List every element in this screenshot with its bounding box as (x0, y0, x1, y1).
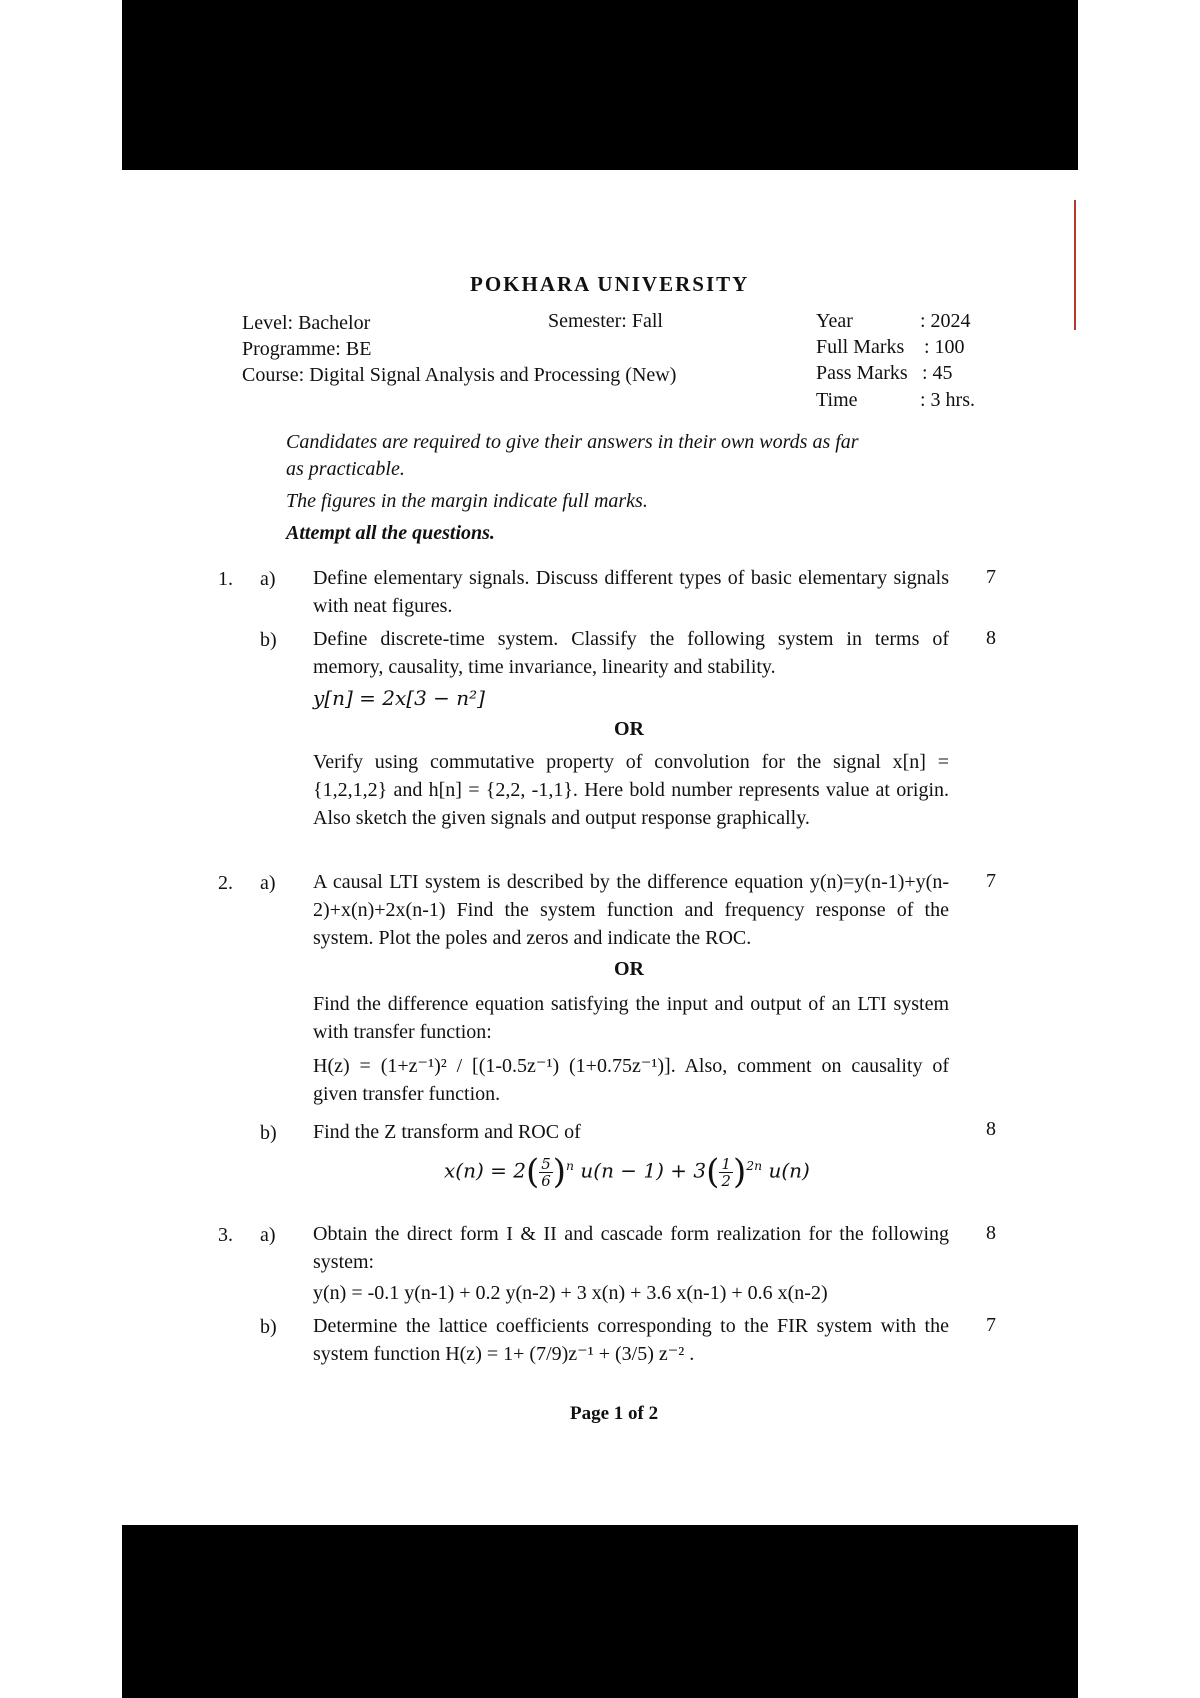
question-2a-alternative-1: Find the difference equation satisfying the input and output of an LTI system with transfer function: (313, 993, 949, 1043)
question-3b-marks: 7 (986, 1314, 996, 1336)
paren-close-2: ) (732, 1152, 747, 1192)
instruction-line-3: The figures in the margin indicate full marks. (286, 490, 648, 512)
formula-middle: u(n − 1) + 3 (574, 1158, 707, 1183)
question-3a-label: a) (260, 1224, 276, 1246)
paren-open-2: ( (706, 1152, 720, 1192)
question-2b-marks: 8 (986, 1118, 996, 1140)
question-3a-formula: y(n) = -0.1 y(n-1) + 0.2 y(n-2) + 3 x(n) + 3.6 x(n-1) + 0.6 x(n-2) (313, 1282, 828, 1304)
question-1b-formula: y[n] = 2x[3 − n²] (313, 686, 485, 710)
fraction-1-numerator: 5 (541, 1154, 551, 1173)
pass-marks-label: Pass Marks (816, 362, 908, 384)
year-value: : 2024 (920, 310, 971, 332)
question-1a-marks: 7 (986, 566, 996, 588)
question-2b-text: Find the Z transform and ROC of (313, 1121, 581, 1143)
question-3a-text: Obtain the direct form I & II and cascade form realization for the following system: (313, 1223, 949, 1273)
fraction-2-numerator: 1 (721, 1154, 731, 1173)
question-2a-marks: 7 (986, 870, 996, 892)
question-1b-marks: 8 (986, 627, 996, 649)
question-1-number: 1. (218, 568, 233, 590)
level: Level: Bachelor (242, 312, 371, 334)
question-1b-alternative: Verify using commutative property of convolution for the signal x[n] = {1,2,1,2} and h[n] = {2,2, -1,1}. Here bold number represents value at origin. Also sketch the given signals and output response graphically. (313, 751, 949, 829)
or-separator-1: OR (614, 718, 644, 740)
outer-margin-left (0, 0, 122, 1698)
exponent-1: n (566, 1157, 575, 1173)
or-separator-2: OR (614, 958, 644, 980)
edge-mark (1074, 200, 1076, 330)
question-2a-text: A causal LTI system is described by the difference equation y(n)=y(n-1)+y(n-2)+x(n)+2x(n-1) Find the system function and frequency response of the system. Plot the poles and zeros and indicate the ROC. (313, 871, 949, 949)
fraction-1-denominator: 6 (541, 1171, 551, 1190)
formula-lhs: x(n) = 2 (444, 1158, 526, 1183)
course: Course: Digital Signal Analysis and Processing (New) (242, 364, 677, 386)
bottom-black-bar (122, 1525, 1078, 1698)
outer-margin-right (1078, 0, 1200, 1698)
question-2a-label: a) (260, 872, 276, 894)
exponent-2: 2n (746, 1157, 763, 1173)
time-label: Time (816, 389, 858, 411)
paren-close-1: ) (552, 1152, 567, 1192)
fraction-2-denominator: 2 (721, 1171, 731, 1190)
question-2b-formula (444, 1152, 810, 1192)
instruction-line-2: as practicable. (286, 458, 405, 480)
fraction-1 (539, 1156, 553, 1189)
year-label: Year (816, 310, 853, 332)
programme: Programme: BE (242, 338, 372, 360)
full-marks-label: Full Marks (816, 336, 905, 358)
question-3b-label: b) (260, 1316, 277, 1338)
question-3-number: 3. (218, 1224, 233, 1246)
semester: Semester: Fall (548, 310, 663, 332)
university-title: POKHARA UNIVERSITY (470, 272, 750, 296)
instruction-line-4: Attempt all the questions. (286, 522, 495, 544)
time-value: : 3 hrs. (920, 389, 975, 411)
question-2b-label: b) (260, 1122, 277, 1144)
page-number: Page 1 of 2 (570, 1403, 659, 1424)
question-1b-label: b) (260, 629, 277, 651)
paren-open-1: ( (525, 1152, 540, 1192)
question-1a-label: a) (260, 568, 276, 590)
instruction-line-1: Candidates are required to give their answers in their own words as far (286, 431, 859, 453)
formula-rhs: u(n) (762, 1158, 810, 1183)
question-1b-text: Define discrete-time system. Classify the following system in terms of memory, causality, time invariance, linearity and stability. (313, 628, 949, 678)
fraction-2 (719, 1156, 733, 1189)
full-marks-value: : 100 (924, 336, 965, 358)
question-3b-text: Determine the lattice coefficients corresponding to the FIR system with the system function H(z) = 1+ (7/9)z⁻¹ + (3/5) z⁻² . (313, 1315, 949, 1365)
pass-marks-value: : 45 (922, 362, 953, 384)
question-2-number: 2. (218, 872, 233, 894)
question-2a-alternative-2: H(z) = (1+z⁻¹)² / [(1-0.5z⁻¹) (1+0.75z⁻¹)]. Also, comment on causality of given transfer function. (313, 1055, 949, 1105)
top-black-bar (122, 0, 1078, 172)
question-1a-text: Define elementary signals. Discuss different types of basic elementary signals with neat figures. (313, 567, 949, 617)
question-3a-marks: 8 (986, 1222, 996, 1244)
